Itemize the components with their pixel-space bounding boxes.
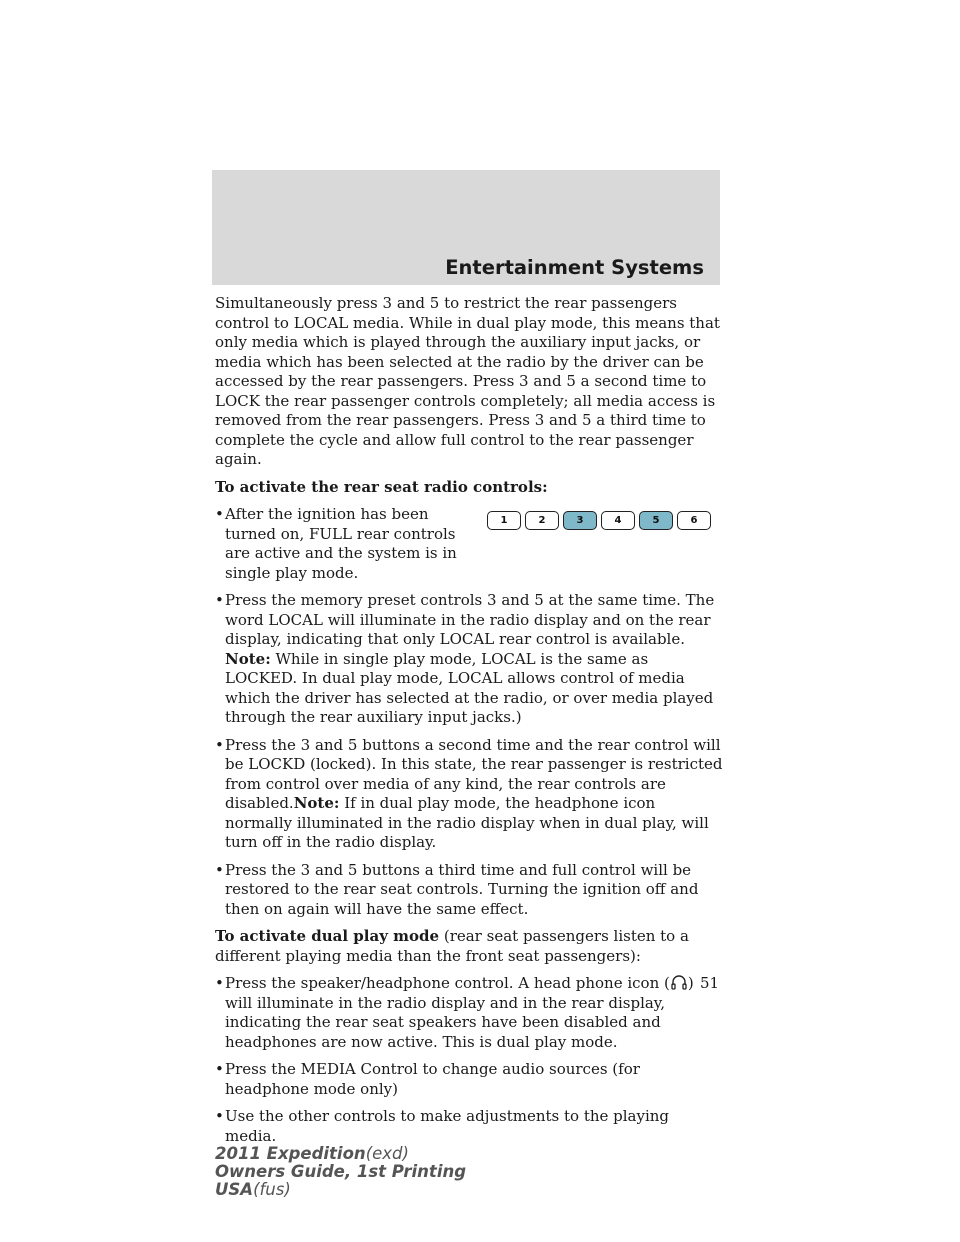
footer-market: USA: [215, 1180, 254, 1199]
dual-play-heading: To activate dual play mode: [215, 927, 440, 945]
bullet-mark: •: [215, 735, 224, 754]
preset-button-4: 4: [601, 511, 635, 530]
preset-button-5: 5: [639, 511, 673, 530]
list-item-text: Press the speaker/headphone control. A head phone icon (: [225, 974, 670, 992]
section-header-band: [212, 170, 720, 285]
list-item-text: Press the MEDIA Control to change audio sources (for headphone mode only): [225, 1060, 640, 1098]
footer-line-1: [215, 1145, 466, 1163]
note-text: If in dual play mode, the headphone icon normally illuminated in the radio display when in dual play, will turn off in the radio display.: [225, 794, 709, 851]
bullet-mark: •: [215, 1060, 224, 1078]
list-item: [215, 1107, 725, 1146]
dual-play-paragraph: [215, 927, 725, 966]
list-item-text-rest: ) will illuminate in the radio display and in the rear display, indicating the rear seat speakers have been disabled and headphones are now active. This is dual play mode.: [225, 974, 694, 1051]
dual-play-heading-rest: (rear seat passengers listen to a different playing media than the front seat passengers):: [215, 927, 689, 965]
footer-line-2: Owners Guide, 1st Printing: [215, 1162, 467, 1181]
preset-button-1: 1: [487, 511, 521, 530]
preset-button-2: 2: [525, 511, 559, 530]
preset-button-3: 3: [563, 511, 597, 530]
list-item-text: Use the other controls to make adjustments to the playing media.: [225, 1107, 670, 1145]
preset-buttons-illustration: [487, 511, 711, 530]
page-number: 51: [700, 974, 720, 992]
note-label: Note:: [293, 794, 340, 812]
list-item-text: Press the memory preset controls 3 and 5 at the same time. The word LOCAL will illuminate in the radio display and on the rear display, indicating that only LOCAL rear control is available.: [225, 591, 715, 648]
bullet-mark: •: [215, 591, 224, 609]
bullet-mark: •: [215, 974, 224, 992]
bullet-mark: •: [215, 505, 224, 523]
footer-market-code: (fus): [253, 1180, 291, 1199]
footer: [215, 1145, 466, 1199]
footer-line-3: [215, 1181, 466, 1199]
list-item: [215, 591, 725, 728]
preset-button-6: 6: [677, 511, 711, 530]
list-item: [215, 1060, 725, 1099]
list-item: [215, 736, 725, 853]
footer-model: 2011 Expedition: [215, 1144, 366, 1163]
bullet-mark: •: [215, 860, 224, 879]
note-label: Note:: [225, 649, 271, 668]
list-item-text: Press the 3 and 5 buttons a second time and the rear control will be LOCKD (locked). In this state, the rear passenger is restricted from control over media of any kind, the rear controls are disabled.: [225, 735, 723, 812]
page-body: [215, 294, 725, 1154]
list-item-text: After the ignition has been turned on, FULL rear controls are active and the system is in single play mode.: [225, 505, 457, 582]
list-item: [215, 505, 725, 583]
rear-controls-heading: To activate the rear seat radio controls:: [215, 477, 548, 496]
section-title: Entertainment Systems: [445, 256, 704, 279]
footer-model-code: (exd): [365, 1144, 409, 1163]
list-item: [215, 861, 725, 920]
headphone-icon: [670, 974, 688, 990]
note-text: While in single play mode, LOCAL is the same as LOCKED. In dual play mode, LOCAL allows control of media which the driver has selected at the radio, or over media played through the rear auxiliary input jacks.): [225, 649, 714, 726]
list-item: [215, 974, 725, 1052]
intro-paragraph: Simultaneously press 3 and 5 to restrict the rear passengers control to LOCAL media. While in dual play mode, this means that only media which is played through the auxiliary input jacks, or media which has been selected at the radio by the driver can be accessed by the rear passengers. Press 3 and 5 a second time to LOCK the rear passenger controls completely; all media access is removed from the rear passengers. Press 3 and 5 a third time to complete the cycle and allow full control to the rear passenger again.: [215, 294, 720, 468]
list-item-text: Press the 3 and 5 buttons a third time and full control will be restored to the rear seat controls. Turning the ignition off and then on again will have the same effect.: [225, 860, 699, 918]
bullet-mark: •: [215, 1107, 224, 1125]
